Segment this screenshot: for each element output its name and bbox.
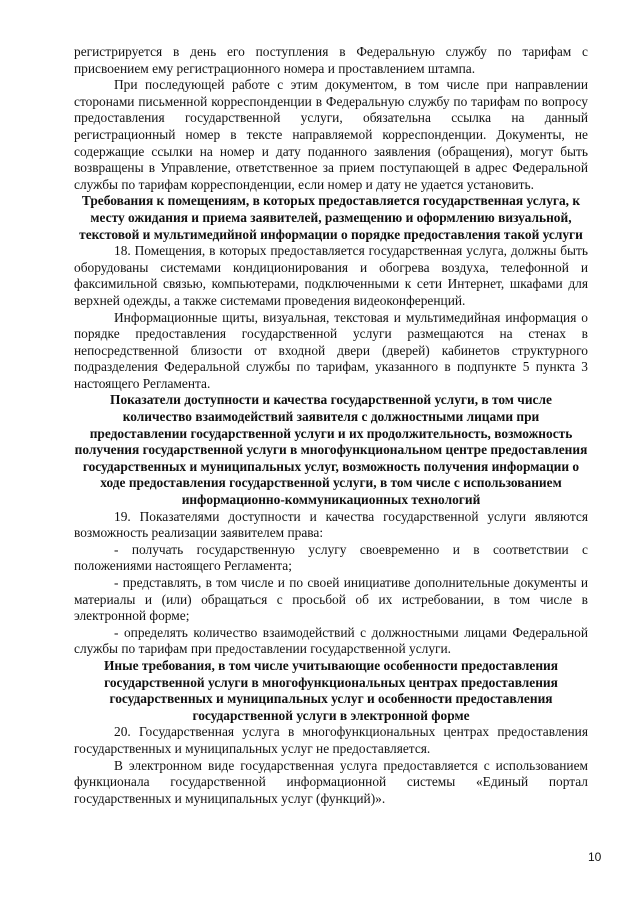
paragraph-19-indicators: 19. Показателями доступности и качества государственной услуги являются возможность реализации заявителем права: [74, 508, 588, 541]
heading-premises-requirements: Требования к помещениям, в которых предоставляется государственная услуга, к месту ожидания и приема заявителей, размещению и оформлению визуальной, текстовой и мультимедийной информации о порядке предоставления такой услуги [79, 193, 583, 242]
paragraph-correspondence: При последующей работе с этим документом, в том числе при направлении сторонами письменной корреспонденции в Федеральную службу по тарифам по вопросу предоставления государственной услуги, обязательна ссылка на данный регистрационный номер в тексте направляемой корреспонденции. Документы, не содержащие ссылки на номер и дату поданного заявления (обращения), могут быть возвращены в Управление, ответственное за прием поступающей в адрес Федеральной службы по тарифам корреспонденции, если номер и дату не удается установить. [74, 77, 588, 192]
paragraph-registration: регистрируется в день его поступления в Федеральную службу по тарифам с присвоением ему регистрационного номера и проставлением штампа. [74, 44, 588, 76]
list-item-interactions-count: - определять количество взаимодействий с должностными лицами Федеральной службы по тарифам при предоставлении государственной услуги. [74, 624, 588, 657]
paragraph-18-premises: 18. Помещения, в которых предоставляется государственная услуга, должны быть оборудованы системами кондиционирования и обогрева воздуха, телефонной и факсимильной связью, компьютерами, подключенными к сети Интернет, шкафами для верхней одежды, а также системами проведения видеоконференций. [74, 243, 588, 308]
heading-other-requirements: Иные требования, в том числе учитывающие особенности предоставления государственной услуги в многофункциональных центрах предоставления государственных и муниципальных услуг и особенности предоставления государственной услуги в электронной форме [103, 657, 559, 723]
paragraph-electronic-form: В электронном виде государственная услуга предоставляется с использованием функционала государственной информационной системы «Единый портал государственных и муниципальных услуг (функций)». [74, 757, 588, 806]
document-page [74, 44, 588, 807]
paragraph-20-mfc: 20. Государственная услуга в многофункциональных центрах предоставления государственных и муниципальных услуг не предоставляется. [74, 724, 588, 756]
list-item-submit-documents: - представлять, в том числе и по своей инициативе дополнительные документы и материалы и (или) обращаться с просьбой об их истребовании, в том числе в электронной форме; [74, 575, 588, 624]
heading-accessibility-quality: Показатели доступности и качества государственной услуги, в том числе количество взаимодействий заявителя с должностными лицами при предоставлении государственной услуги и их продолжительность, возможность получения государственной услуги в многофункциональном центре предоставления государственных и муниципальных услуг, возможность получения информации о ходе предоставления государственной услуги, в том числе с использованием информационно-коммуникационных технологий [74, 392, 588, 508]
page-number: 10 [588, 850, 602, 864]
list-item-receive-service: - получать государственную услугу своевременно и в соответствии с положениями настоящего Регламента; [74, 541, 588, 574]
paragraph-information-boards: Информационные щиты, визуальная, текстовая и мультимедийная информация о порядке предоставления государственной услуги размещаются на стенах в непосредственной близости от входной двери (дверей) кабинетов структурного подразделения Федеральной службы по тарифам, указанного в подпункте 5 пункта 3 настоящего Регламента. [74, 309, 588, 391]
